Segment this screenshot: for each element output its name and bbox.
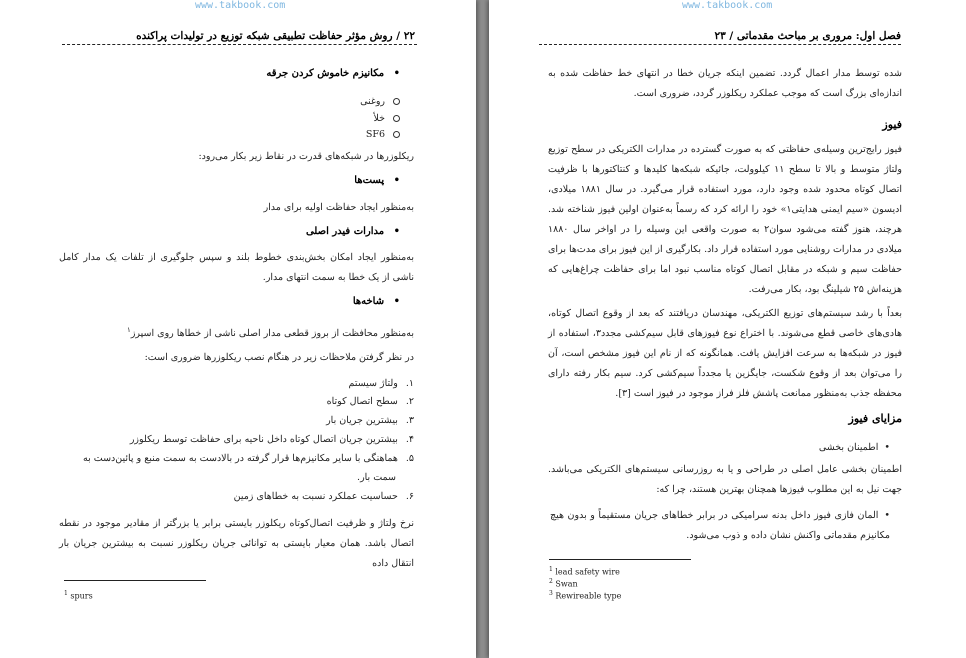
bullet-icon: • (393, 68, 400, 79)
heading-text: شاخه‌ها (352, 296, 385, 307)
header-divider (539, 44, 901, 45)
running-header: فصل اول: مروری بر مباحث مقدماتی / ۲۳ (714, 30, 901, 42)
bullet-icon: • (884, 442, 890, 453)
item-text: هماهنگی با سایر مکانیزم‌ها قرار گرفته در بالادست به سمت منبع و پائین‌دست به (83, 453, 398, 464)
footnote-number: 2 (549, 578, 553, 585)
item-number: ۴. (405, 434, 414, 445)
paragraph: ریکلوزرها در شبکه‌های قدرت در نقاط زیر بکار می‌رود: (198, 151, 414, 162)
list-item (366, 127, 400, 143)
list-item (360, 94, 400, 110)
list-item (373, 111, 400, 127)
header-divider (62, 44, 417, 45)
footnote-text: Rewireable type (555, 591, 622, 601)
list-item-text: روغنی (360, 96, 385, 107)
numbered-item (327, 394, 414, 410)
item-text: سطح اتصال کوتاه (326, 396, 398, 407)
paragraph: فیوز رایج‌ترین وسیله‌ی حفاظتی که به صورت گسترده در مدارات الکتریکی در سطح توزیع ولتاژ متوسط و بالا تا سطح ۱۱ کیلوولت، جائیکه شبکه‌ها کلیدها و کنتاکتورها با ظرفیت اتصال کوتاه محدود شده وجود دارد، مورد استفاده قرار می‌گیرد. در سال ۱۸۸۱ میلادی، ادیسون «سیم ایمنی هدایتی۱» خود را ارائه کرد که رسماً به‌عنوان اولین فیوز شناخته شد. هرچند، هنوز گفته می‌شود سوان۲ به صورت واقعی این وسیله را در اواخر سال ۱۸۸۰ میلادی در مدارات روشنایی مورد استفاده قرار داد. بکارگیری از این فیوز برای مدت‌ها برای حفاظت سیم و شبکه در مقابل اتصال کوتاه مناسب نبود اما برای حفاظت چراغ‌هایی که هزینه‌اش ۲۵ شیلینگ بود، بکار می‌رفت. (548, 144, 902, 295)
section-heading: فیوز (882, 118, 902, 131)
footnote-number: 1 (549, 566, 553, 573)
watermark: www.takbook.com (682, 0, 773, 11)
running-header: ۲۲ / روش مؤثر حفاظت تطبیقی شبکه توزیع در تولیدات پراکنده (136, 30, 415, 42)
paragraph-text: به‌منظور محافظت از بروز قطعی مدار اصلی ناشی از خطاها روی اسپرز (130, 328, 414, 340)
paragraph: شده توسط مدار اعمال گردد. تضمین اینکه جریان خطا در انتهای خط حفاظت شده به اندازه‌ای بزرگ است که موجب عملکرد ریکلوزر گردد، ضروری است. (548, 68, 902, 99)
page-left (0, 0, 476, 658)
bullet-icon: • (393, 175, 400, 186)
list-item-text: SF6 (365, 129, 385, 140)
bullet-text: المان فازی فیوز داخل بدنه سرامیکی در برابر خطاهای جریان مستقیماً و بدون هیچ مکانیزم مقدماتی واکنش نشان داده و ذوب می‌شود. (550, 510, 890, 541)
footnote-ref: ۱ (127, 326, 131, 334)
paragraph: به‌منظور ایجاد امکان بخش‌بندی خطوط بلند و سپس جلوگیری از تلفات یک مدار کامل ناشی از یک خطا به سمت انتهای مدار. (59, 252, 414, 283)
footnote (549, 588, 621, 602)
numbered-item (349, 376, 414, 392)
footnote-rule (549, 559, 691, 560)
footnote-text: spurs (70, 591, 93, 601)
item-text: بیشترین جریان بار (326, 415, 398, 426)
bullet-heading (266, 68, 400, 79)
page-right (489, 0, 966, 658)
paragraph: نرخ ولتاژ و ظرفیت اتصال‌کوتاه ریکلوزر بایستی برابر یا بزرگتر از مقادیر موجود در نقطه اتصال باشد. همان معیار بایستی به توانائی جریان ریکلوزر نسبت به بیشترین جریان بار انتقال داده (59, 518, 414, 569)
numbered-item (130, 432, 414, 448)
footnote-text: lead safety wire (555, 567, 620, 577)
item-number: ۵. (405, 453, 414, 464)
paragraph: بعداً با رشد سیستم‌های توزیع الکتریکی، مهندسان دریافتند که بعد از وقوع اتصال کوتاه، هادی‌های خاصی قطع می‌شوند. با اختراع نوع فیوزهای قابل سیم‌کشی مجدد۳، استفاده از فیوز در شبکه‌ها به سرعت افزایش یافت. همانگونه که از نام این فیوز مشخص است، آن را می‌توان بعد از وقوع شکست، جایگزین یا مجدداً سیم‌کشی کرد. سیم بکار رفته دارای محفظه جذب به‌منظور ممانعت پاشش فلز فراز موجود در فیوز است [۳]. (548, 308, 902, 399)
item-text: حساسیت عملکرد نسبت به خطاهای زمین (233, 491, 398, 502)
bullet-item (819, 440, 890, 456)
watermark: www.takbook.com (195, 0, 286, 11)
circle-bullet-icon (393, 115, 400, 122)
paragraph: در نظر گرفتن ملاحظات زیر در هنگام نصب ریکلوزرها ضروری است: (144, 352, 414, 363)
section-heading: مزایای فیوز (848, 412, 902, 425)
circle-bullet-icon (393, 98, 400, 105)
bullet-item (550, 506, 890, 546)
heading-text: مکانیزم خاموش کردن جرقه (266, 68, 385, 79)
bullet-icon: • (393, 296, 400, 307)
item-number: ۱. (405, 378, 414, 389)
numbered-item-continuation (357, 470, 396, 486)
footnote-text: Swan (555, 579, 578, 589)
heading-text: مدارات فیدر اصلی (305, 226, 385, 237)
item-number: ۲. (405, 396, 414, 407)
item-number: ۶. (405, 491, 414, 502)
item-text: ولتاژ سیستم (348, 378, 398, 389)
footnote-number: 1 (64, 590, 68, 597)
footnote-rule (64, 580, 206, 581)
item-text: سمت بار. (357, 472, 396, 483)
heading-text: پست‌ها (354, 175, 385, 186)
bullet-icon: • (884, 510, 890, 521)
bullet-heading (354, 175, 400, 186)
bullet-heading (353, 296, 400, 307)
paragraph: به‌منظور ایجاد حفاظت اولیه برای مدار (263, 202, 414, 213)
list-item-text: خلأ (373, 113, 385, 124)
bullet-text: اطمینان بخشی (818, 442, 879, 453)
numbered-item (83, 451, 414, 467)
bullet-icon: • (393, 226, 400, 237)
footnote-number: 3 (549, 590, 553, 597)
numbered-item (234, 489, 414, 505)
footnote (64, 588, 93, 602)
bullet-heading (306, 226, 400, 237)
item-number: ۳. (405, 415, 414, 426)
paragraph (127, 322, 414, 342)
item-text: بیشترین جریان اتصال کوتاه داخل ناحیه برای حفاظت توسط ریکلوزر (129, 434, 398, 445)
numbered-item (326, 413, 414, 429)
circle-bullet-icon (393, 131, 400, 138)
paragraph: اطمینان بخشی عامل اصلی در طراحی و یا به روزرسانی سیستم‌های الکتریکی می‌باشد. جهت نیل به این مطلوب فیوزها همچنان بهترین هستند، چرا که: (548, 464, 902, 495)
